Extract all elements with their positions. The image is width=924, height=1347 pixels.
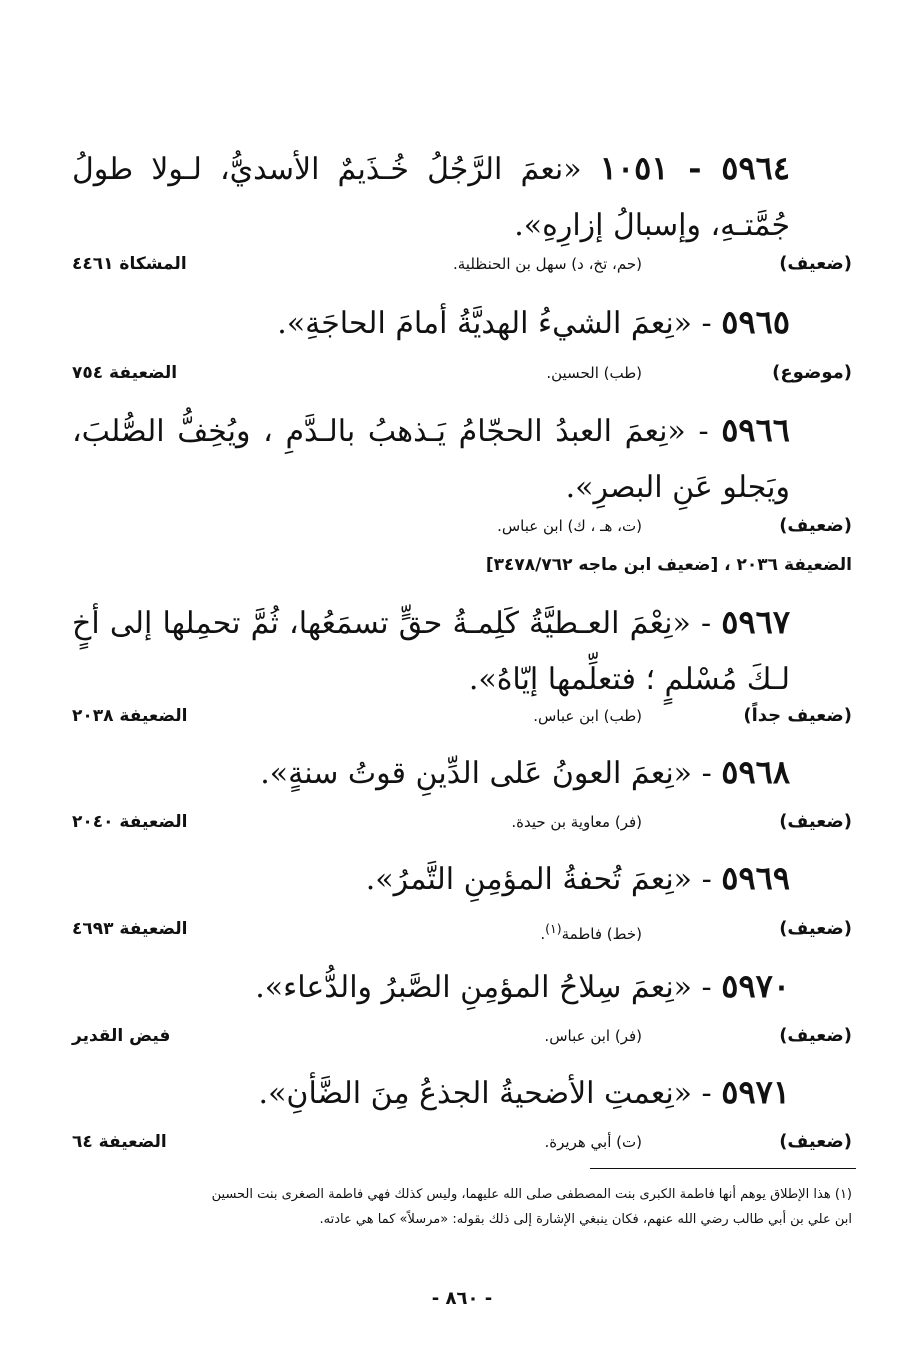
entry-meta bbox=[72, 1124, 852, 1168]
hadith-entry bbox=[72, 1064, 790, 1122]
grade-label: (ضعيف جداً) bbox=[743, 705, 852, 726]
source-text: (خط) فاطمة bbox=[561, 925, 642, 943]
hadith-number: ٥٩٧٠ bbox=[721, 967, 790, 1005]
hadith-entry bbox=[72, 744, 790, 802]
hadith-entry bbox=[72, 294, 790, 352]
grade-label: (ضعيف) bbox=[779, 1025, 852, 1046]
hadith-text: - «نِعمَ الشيءُ الهديَّةُ أمامَ الحاجَةِ». bbox=[277, 306, 712, 341]
reference-label: الضعيفة ٤٦٩٣ bbox=[72, 919, 188, 939]
hadith-text: - «نِعمَ العبدُ الحجّامُ يَـذهبُ بالـدَّمِ ، ويُخِفُّ الصُّلبَ، ويَجلو عَنِ البصرِ». bbox=[72, 414, 790, 505]
grade-label: (ضعيف) bbox=[779, 1131, 852, 1152]
entry-meta bbox=[72, 698, 852, 742]
hadith-text: - «نِعمَ سِلاحُ المؤمِنِ الصَّبرُ والدُّعاء». bbox=[255, 970, 712, 1005]
source-label: (ت) أبي هريرة. bbox=[544, 1133, 642, 1151]
hadith-number: ٥٩٦٩ bbox=[721, 859, 790, 897]
entry-meta bbox=[72, 911, 852, 955]
hadith-entry bbox=[72, 402, 790, 516]
reference-label: الضعيفة ٧٥٤ bbox=[72, 363, 178, 383]
grade-label: (ضعيف) bbox=[779, 515, 852, 536]
grade-label: (ضعيف) bbox=[779, 918, 852, 939]
hadith-text: «نعمَ الرَّجُلُ خُـذَيمٌ الأسديُّ، لـولا طولُ جُمَّتـهِ، وإسبالُ إزارِهِ». bbox=[72, 152, 790, 243]
reference-label: المشكاة ٤٤٦١ bbox=[72, 254, 187, 274]
source-label: (حم، تخ، د) سهل بن الحنظلية. bbox=[452, 255, 642, 273]
reference-label: الضعيفة ٦٤ bbox=[72, 1132, 167, 1152]
entry-meta bbox=[72, 355, 852, 399]
source-label: (طب) الحسين. bbox=[546, 364, 642, 382]
hadith-number: ٥٩٦٨ bbox=[721, 753, 790, 791]
hadith-text: - «نِعمَ تُحفةُ المؤمِنِ التَّمرُ». bbox=[365, 862, 712, 897]
grade-label: (موضوع) bbox=[772, 362, 852, 383]
footnote-divider bbox=[590, 1168, 856, 1169]
grade-label: (ضعيف) bbox=[779, 811, 852, 832]
grade-label: (ضعيف) bbox=[779, 253, 852, 274]
reference-label: فيض القدير bbox=[72, 1026, 171, 1046]
source-label: (طب) ابن عباس. bbox=[533, 707, 642, 725]
entry-meta bbox=[72, 508, 852, 552]
hadith-entry bbox=[72, 850, 790, 908]
hadith-number: ٥٩٦٤ - ١٠٥١ bbox=[599, 149, 790, 187]
footnote-line: (١) هذا الإطلاق يوهم أنها فاطمة الكبرى بنت المصطفى صلى الله عليهما، وليس كذلك فهي فاطمة الصغرى بنت الحسين bbox=[211, 1187, 852, 1202]
hadith-text: - «نِعْمَ العـطيَّةُ كَلِمـةُ حقٍّ تسمَعُها، ثُمَّ تحمِلها إلى أخٍ لـكَ مُسْلمٍ ؛ فتعلِّمها إيّاهُ». bbox=[72, 606, 790, 697]
hadith-text: - «نِعمتِ الأضحيةُ الجذعُ مِنَ الضَّأنِ». bbox=[258, 1076, 712, 1111]
source-label: (فر) معاوية بن حيدة. bbox=[511, 813, 642, 831]
hadith-text: - «نِعمَ العونُ عَلى الدِّينِ قوتُ سنةٍ». bbox=[260, 756, 712, 791]
hadith-number: ٥٩٦٧ bbox=[721, 603, 790, 641]
hadith-number: ٥٩٦٥ bbox=[721, 303, 790, 341]
entry-meta bbox=[72, 246, 852, 290]
entry-meta bbox=[72, 1018, 852, 1062]
reference-label: الضعيفة ٢٠٤٠ bbox=[72, 812, 188, 832]
reference-label: الضعيفة ٢٠٣٦ ، [ضعيف ابن ماجه ٣٤٧٨/٧٦٢] bbox=[485, 555, 852, 575]
hadith-entry bbox=[72, 958, 790, 1016]
hadith-entry bbox=[72, 140, 790, 254]
footnote-line: ابن علي بن أبي طالب رضي الله عنهم، فكان ينبغي الإشارة إلى ذلك بقوله: «مرسلاً» كما هي عادته. bbox=[319, 1212, 852, 1227]
source-label: (ت، هـ ، ك) ابن عباس. bbox=[497, 517, 642, 535]
footnote-marker: (١) bbox=[545, 921, 562, 936]
hadith-number: ٥٩٧١ bbox=[721, 1073, 790, 1111]
reference-label: الضعيفة ٢٠٣٨ bbox=[72, 706, 188, 726]
page-number: - ٨٦٠ - bbox=[431, 1288, 493, 1309]
source-end: . bbox=[540, 925, 546, 943]
source-label: (فر) ابن عباس. bbox=[544, 1027, 642, 1045]
hadith-entry bbox=[72, 594, 790, 708]
hadith-number: ٥٩٦٦ bbox=[721, 411, 790, 449]
source-label bbox=[540, 911, 642, 952]
entry-meta bbox=[72, 804, 852, 848]
